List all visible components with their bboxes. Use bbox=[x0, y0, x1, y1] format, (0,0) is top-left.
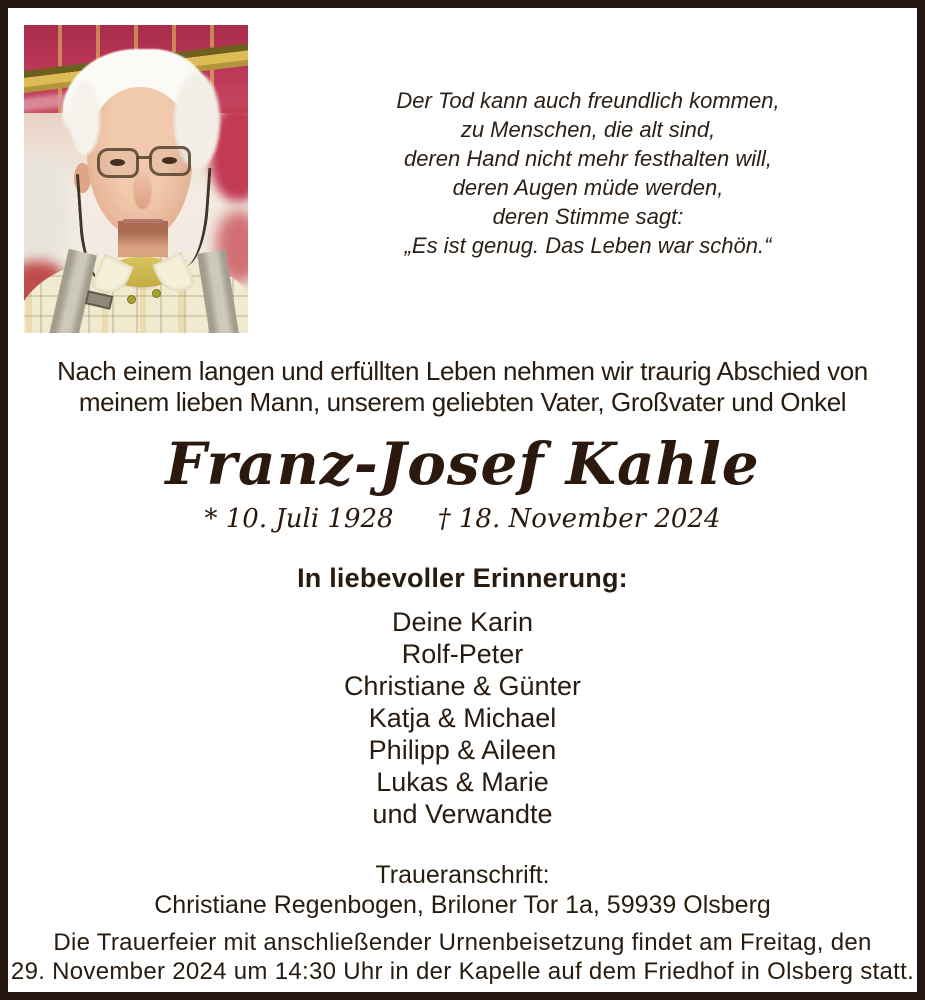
remembrance-heading: In liebevoller Erinnerung: bbox=[297, 563, 628, 593]
photo-mouth bbox=[123, 219, 163, 223]
mourner-name: Philipp & Aileen bbox=[368, 735, 557, 765]
birth-date: * 10. Juli 1928 bbox=[204, 504, 394, 534]
poem-line: deren Hand nicht mehr festhalten will, bbox=[403, 146, 773, 171]
photo-glasses-bridge bbox=[137, 156, 151, 159]
deceased-name: Franz-Josef Kahle bbox=[165, 430, 760, 498]
poem-line: Der Tod kann auch freundlich kommen, bbox=[396, 88, 780, 113]
photo-shirt-button bbox=[127, 295, 136, 304]
mourner-name: Lukas & Marie bbox=[376, 767, 549, 797]
life-dates bbox=[8, 502, 917, 536]
mourner-name: Katja & Michael bbox=[368, 703, 557, 733]
photo-shirt-button bbox=[152, 289, 161, 298]
poem-line: „Es ist genug. Das Leben war schön.“ bbox=[404, 233, 772, 258]
death-date: † 18. November 2024 bbox=[437, 504, 721, 534]
photo-eye-left bbox=[110, 159, 125, 166]
photo-grey-blur-left bbox=[24, 153, 68, 265]
poem-line: deren Stimme sagt: bbox=[492, 204, 684, 229]
mourning-address-label: Traueranschrift: bbox=[375, 861, 550, 889]
mourner-name: Christiane & Günter bbox=[343, 671, 582, 701]
photo-hair-wisp-left bbox=[70, 81, 100, 155]
photo-nose bbox=[134, 173, 151, 207]
funeral-details-line: Die Trauerfeier mit anschließender Urnenbeisetzung findet am Freitag, den bbox=[53, 929, 872, 956]
farewell-intro-line: meinem lieben Mann, unserem geliebten Vater, Großvater und Onkel bbox=[78, 387, 847, 417]
funeral-details bbox=[8, 928, 917, 986]
mourner-name: und Verwandte bbox=[372, 799, 553, 829]
photo-eye-right bbox=[162, 157, 177, 164]
farewell-intro bbox=[8, 356, 917, 418]
portrait-photo bbox=[24, 25, 248, 333]
funeral-details-line: 29. November 2024 um 14:30 Uhr in der Kapelle auf dem Friedhof in Olsberg statt. bbox=[10, 958, 915, 985]
mourner-name: Deine Karin bbox=[391, 607, 534, 637]
mourner-name: Rolf-Peter bbox=[401, 639, 524, 669]
announcement-body bbox=[8, 356, 917, 986]
memorial-poem bbox=[290, 86, 886, 260]
poem-line: zu Menschen, die alt sind, bbox=[460, 117, 716, 142]
poem-line: deren Augen müde werden, bbox=[452, 175, 724, 200]
farewell-intro-line: Nach einem langen und erfüllten Leben nehmen wir traurig Abschied von bbox=[57, 356, 868, 386]
mourning-address-value: Christiane Regenbogen, Briloner Tor 1a, 59939 Olsberg bbox=[154, 891, 771, 919]
mourners-list bbox=[8, 606, 917, 830]
